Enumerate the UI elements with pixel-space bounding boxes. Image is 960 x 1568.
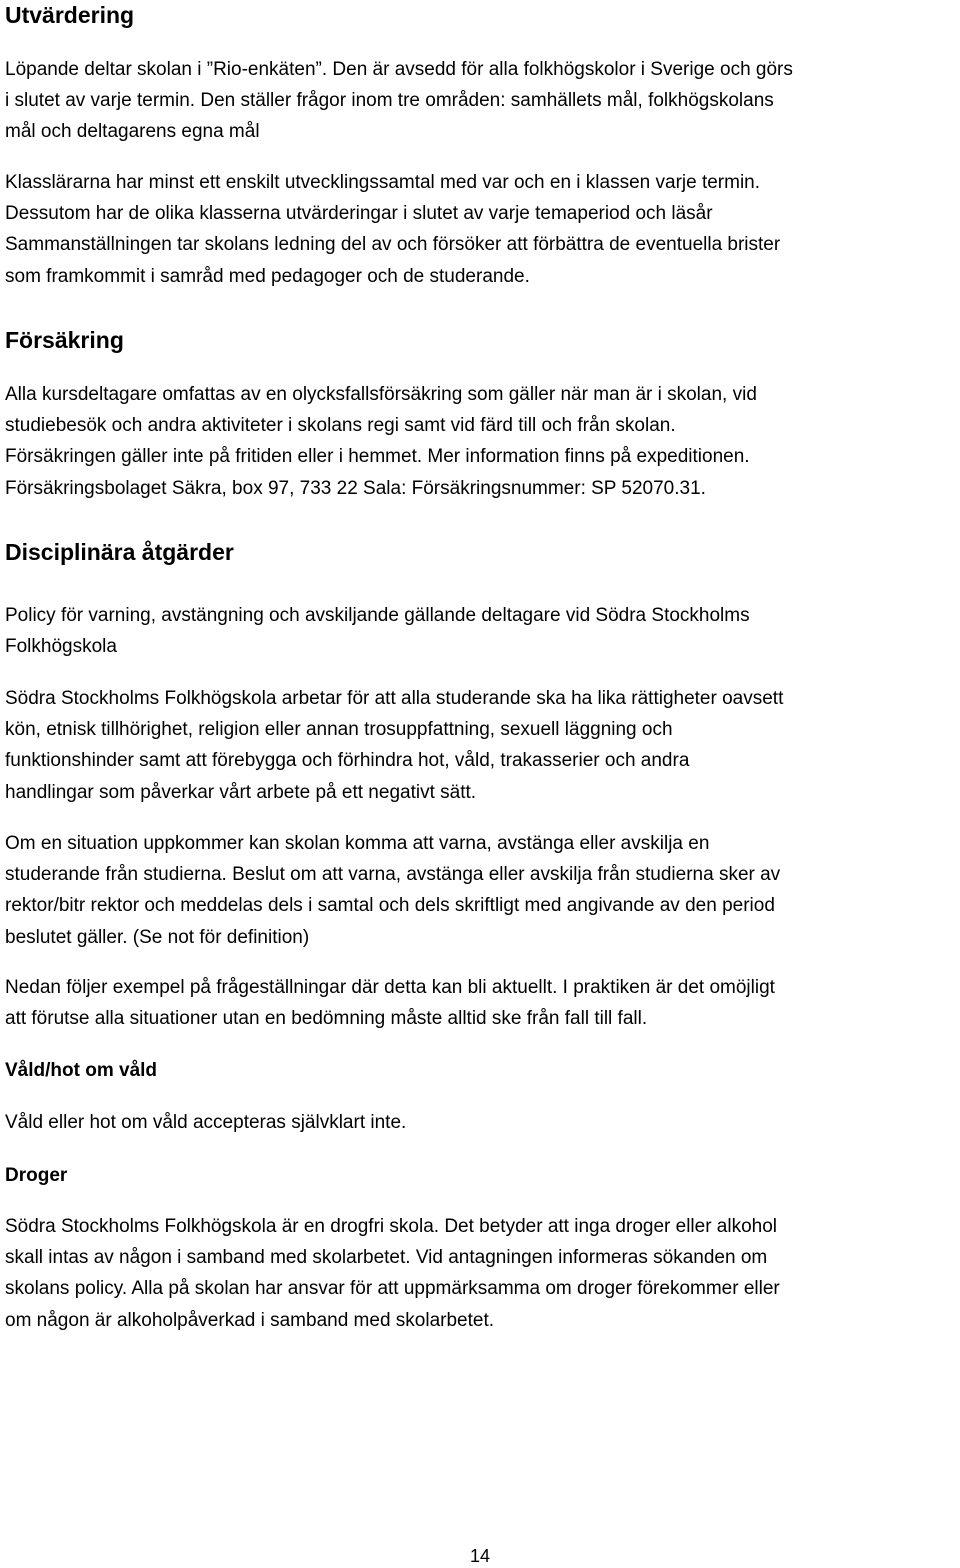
text-line: Alla kursdeltagare omfattas av en olycksfallsförsäkring som gäller när man är i skolan, vid (5, 384, 757, 405)
text-line: Folkhögskola (5, 636, 117, 658)
text-line: Klasslärarna har minst ett enskilt utvecklingssamtal med var och en i klassen varje termin. (5, 172, 761, 193)
text-line: Försäkringen gäller inte på fritiden eller i hemmet. Mer information finns på expeditionen. (5, 446, 750, 468)
text-line: Södra Stockholms Folkhögskola är en drogfri skola. Det betyder att inga droger eller alkohol (5, 1216, 778, 1237)
heading-disciplinara-atgarder: Disciplinära åtgärder (5, 539, 234, 565)
paragraph-policy (5, 600, 750, 662)
text-line: studerande från studierna. Beslut om att varna, avstänga eller avskilja från studierna sker av (5, 864, 781, 886)
paragraph-rio-enkaten (5, 54, 793, 148)
heading-forsakring: Försäkring (5, 327, 124, 353)
heading-vald-hot: Våld/hot om våld (5, 1060, 158, 1081)
text-line: rektor/bitr rektor och meddelas dels i samtal och dels skriftligt med angivande av den period (5, 895, 775, 917)
page-number: 14 (469, 1546, 491, 1566)
text-line: att förutse alla situationer utan en bedömning måste alltid ske från fall till fall. (5, 1008, 648, 1030)
text-line: Försäkringsbolaget Säkra, box 97, 733 22 Sala: Försäkringsnummer: SP 52070.31. (5, 477, 706, 499)
paragraph-forsakring (5, 379, 757, 504)
text-line: kön, etnisk tillhörighet, religion eller annan trosuppfattning, sexuell läggning och (5, 719, 673, 741)
text-line: mål och deltagarens egna mål (5, 121, 260, 143)
text-line: handlingar som påverkar vårt arbete på ett negativt sätt. (5, 781, 477, 803)
paragraph-rattigheter (5, 683, 783, 808)
paragraph-situation (5, 828, 780, 953)
text-line: Södra Stockholms Folkhögskola arbetar för att alla studerande ska ha lika rättigheter oavsett (5, 688, 784, 709)
text-line: som framkommit i samråd med pedagoger och de studerande. (5, 265, 530, 287)
paragraph-vald (5, 1107, 406, 1138)
text-line: Om en situation uppkommer kan skolan komma att varna, avstänga eller avskilja en (5, 833, 710, 854)
paragraph-droger (5, 1211, 780, 1336)
text-line: Nedan följer exempel på frågeställningar där detta kan bli aktuellt. I praktiken är det omöjligt (5, 977, 775, 998)
text-line: studiebesök och andra aktiviteter i skolans regi samt vid färd till och från skolan. (5, 415, 676, 437)
paragraph-exempel (5, 972, 775, 1034)
text-line: beslutet gäller. (Se not för definition) (5, 926, 310, 948)
text-line: om någon är alkoholpåverkad i samband med skolarbetet. (5, 1309, 495, 1331)
text-line: Sammanställningen tar skolans ledning del av och försöker att förbättra de eventuella brister (5, 234, 781, 256)
text-line: skolans policy. Alla på skolan har ansvar för att uppmärksamma om droger förekommer eller (5, 1278, 780, 1300)
heading-droger: Droger (5, 1165, 68, 1186)
text-line: Löpande deltar skolan i ”Rio-enkäten”. Den är avsedd för alla folkhögskolor i Sverige och görs (5, 59, 793, 80)
text-line: skall intas av någon i samband med skolarbetet. Vid antagningen informeras sökanden om (5, 1247, 768, 1269)
text-line: i slutet av varje termin. Den ställer frågor inom tre områden: samhällets mål, folkhögskolans (5, 90, 774, 112)
heading-utvardering: Utvärdering (5, 2, 135, 28)
text-line: Våld eller hot om våld accepteras självklart inte. (5, 1112, 407, 1133)
text-line: Dessutom har de olika klasserna utvärderingar i slutet av varje temaperiod och läsår (5, 203, 713, 225)
text-line: Policy för varning, avstängning och avskiljande gällande deltagare vid Södra Stockholms (5, 605, 750, 626)
paragraph-klasslarare (5, 167, 780, 292)
text-line: funktionshinder samt att förebygga och förhindra hot, våld, trakasserier och andra (5, 750, 690, 772)
